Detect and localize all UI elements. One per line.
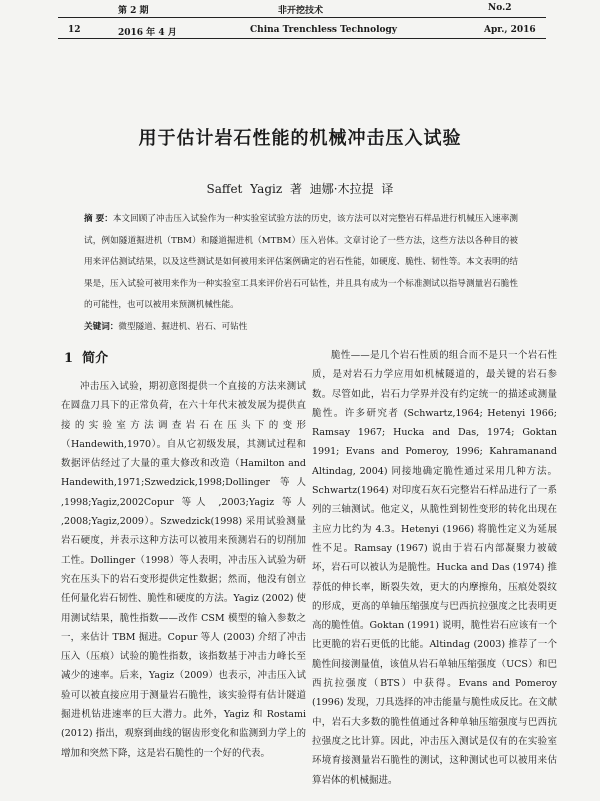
keywords-label: 关键词： [84,321,119,332]
body-column-right [312,346,557,790]
header-rule-top [58,17,546,18]
body-paragraph-right: 脆性——是几个岩石性质的组合而不是只一个岩石性质，是对岩石力学应用如机械隧道的，最关键的岩石参数。尽管如此，岩石力学界并没有约定统一的描述或测量脆性。许多研究者 (Schwartz,1964; Hetenyi 1966; Ramsay 1967; Hucka and Das, 1974; Goktan 1991; Evans and Pomeroy, 1996; Kahramanand Altindag, 2004) 同接地确定脆性通过采用几种方法。Schwartz(1964) 对印度石灰石完整岩石样品进行了一系列的三轴测试。他定义，从脆性到韧性变形的转化出现在主应力比约为 4.3。Hetenyi (1966) 将脆性定义为延展性不足。Ramsay (1967) 说由于岩石内部凝聚力被破坏，岩石可以被认为是脆性。Hucka and Das (1974) 推荐低的伸长率，断裂失效，更大的内摩擦角，压痕处裂纹的形成，更高的单轴压缩强度与巴西抗拉强度之比表明更高的脆性值。Goktan (1991) 说明，脆性岩石应该有一个比更脆的岩石更低的比能。Altindag (2003) 推荐了一个脆性间接测量值，该值从岩石单轴压缩强度（UCS）和巴西抗拉强度（BTS）中获得。Evans and Pomeroy (1996) 发现，刀具选择的冲击能量与脆性成反比。在文献中，岩石大多数的脆性值通过各种单轴压缩强度与巴西抗拉强度之比计算。因此，冲击压入测试是仅有的在实验室环境育接测量岩石脆性的测试，这种测试也可以被用来估算岩体的机械掘进。 [312,350,557,786]
section-heading [64,347,108,366]
article-title: 用于估计岩石性能的机械冲击压入试验 [138,128,462,149]
section-title: 简介 [82,351,109,366]
header-journal-cn: 非开挖技术 [278,6,324,16]
abstract-label: 摘 要： [84,214,113,224]
header-date-en: Apr., 2016 [484,25,536,35]
article-authors: Saffet Yagiz 著 迪娜·木拉提 译 [206,182,394,196]
header-date-cn: 2016 年 4 月 [118,28,177,38]
page-number: 12 [68,25,81,35]
abstract-block [84,209,518,338]
body-column-left [61,377,306,763]
header-rule-bottom [58,38,546,39]
header-issue: 第 2 期 [118,6,149,16]
header-journal-en: China Trenchless Technology [250,25,398,35]
keywords-text: 微型隧道、掘进机、岩石、可钻性 [118,321,248,332]
abstract-text: 本文回顾了冲击压入试验作为一种实验室试验方法的历史，该方法可以对完整岩石样品进行机械压入速率测试，例如隧道掘进机（TBM）和隧道掘进机（MTBM）压入岩体。文章讨论了一些方法，这些方法以各种目的被用来评估测试结果，以及这些测试是如何被用来评估案例确定的岩石性能，如硬度、脆性、韧性等。本文表明的结果是，压入试验可被用来作为一种实验室工具来评价岩石可钻性，并且具有成为一个标准测试以指导测量岩石脆性的可能性，也可以被用来预测机械性能。 [84,214,518,310]
body-paragraph-left: 冲击压入试验，期初意图提供一个直接的方法来测试在圆盘刀具下的正常负荷，在六十年代末被发展为提供直接的实验室方法调查岩石在压头下的变形（Handewith,1970）。自从它初级发展，其测试过程和数据评估经过了大量的重大修改和改造（Hamilton and Handewith,1971;Szwedzick,1998;Dollinger 等人 ,1998;Yagiz,2002Copur 等人 ,2003;Yagiz 等人 ,2008;Yagiz,2009）。Szwedzick(1998) 采用试验测量岩石硬度，并表示这种方法可以被用来预测岩石的切削加工性。Dollinger（1998）等人表明，冲击压入试验为研究在压头下的岩石变形提供定性数据；然而，他没有创立任何量化岩石韧性、脆性和硬度的方法。Yagiz (2002) 使用测试结果，脆性指数——改作 CSM 模型的输入参数之一，来估计 TBM 掘进。Copur 等人 (2003) 介绍了冲击压入（压痕）试验的脆性指数，该指数基于冲击力峰长至减少的速率。后来，Yagiz（2009）也表示，冲击压入试验可以被直接应用于测量岩石脆性，该实验得有估计隧道掘进机钻进速率的巨大潜力。此外，Yagiz 和 Rostami (2012) 指出，观察到曲线的锯齿形变化和监测到力学上的增加和突然下降，这是岩石脆性的一个好的代表。 [61,381,306,759]
section-number: 1 [64,351,74,366]
header-number: No.2 [488,3,512,13]
